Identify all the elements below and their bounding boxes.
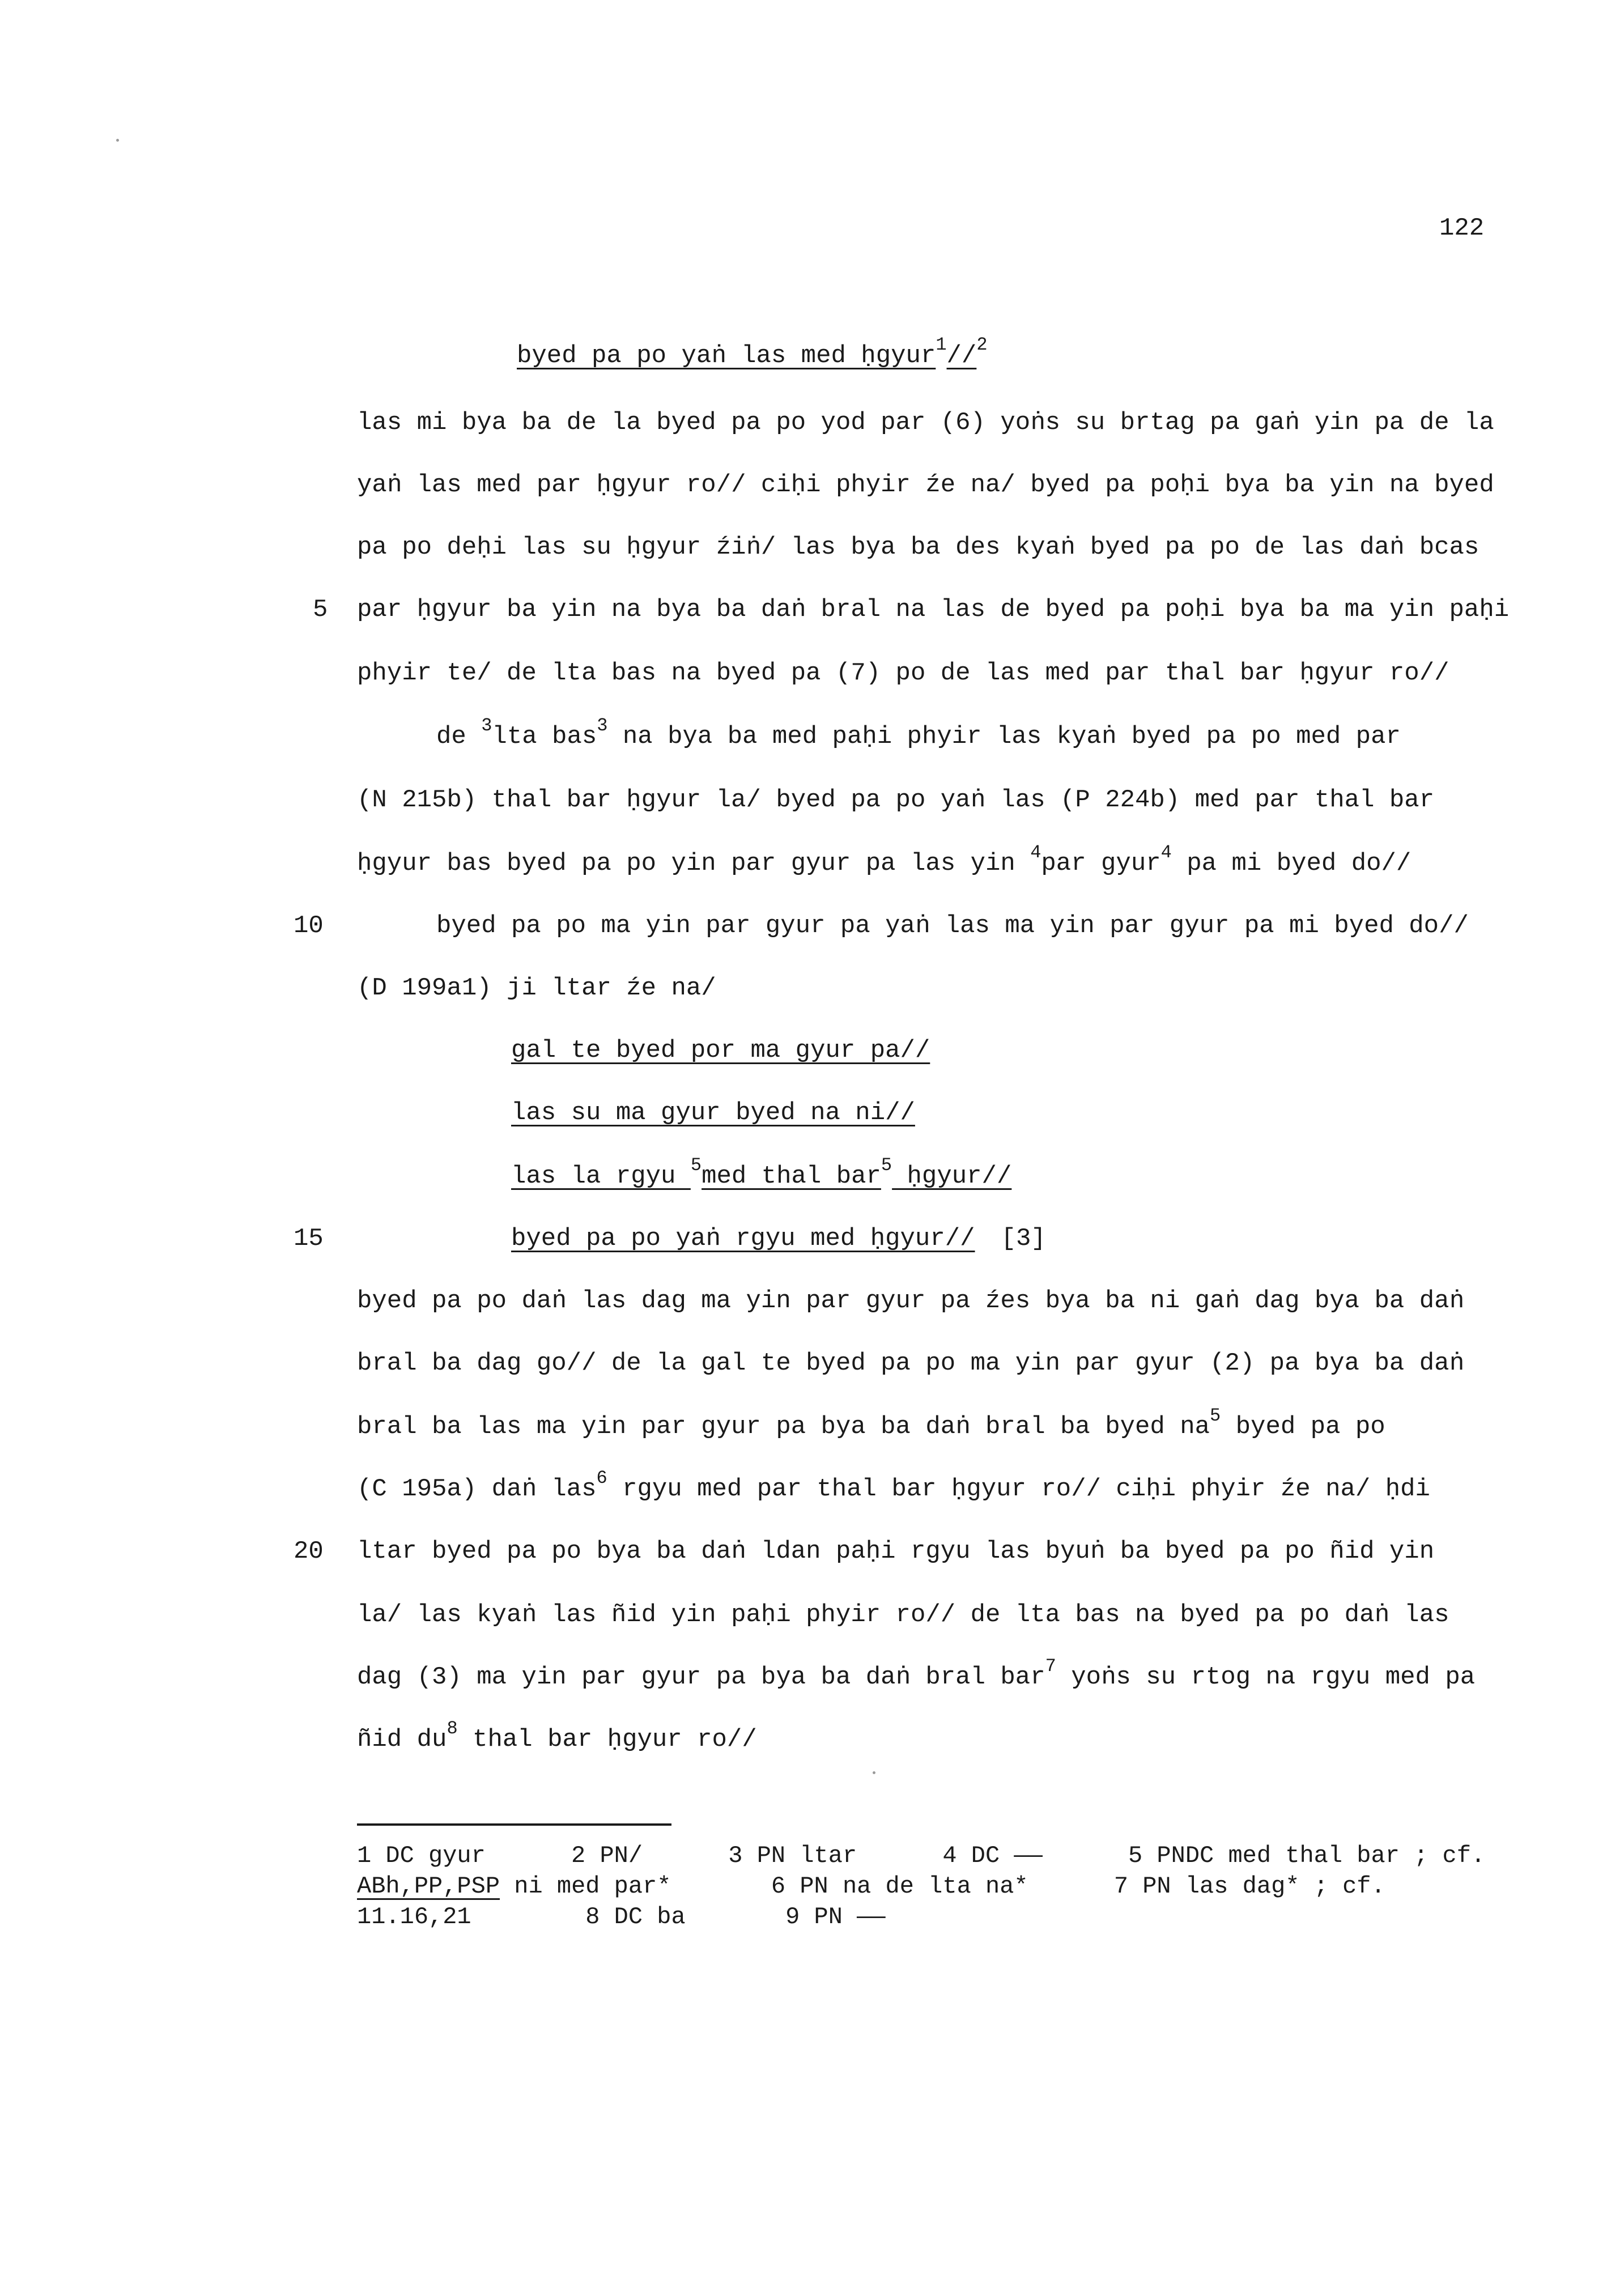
text-line-12: bral ba dag go// de la gal te byed pa po ma yin par gyur (2) pa bya ba daṅ: [357, 1349, 1464, 1377]
text-line-18: ñid $du^8$ thal bar ḥgyur ro//: [357, 1718, 757, 1754]
text-line-11: byed pa po daṅ las dag ma yin par gyur pa źes bya ba ni gaṅ dag bya ba daṅ: [357, 1287, 1464, 1315]
text-line-10: (D 199a1) ji ltar źe na/: [357, 974, 716, 1002]
text-line-5: phyir te/ de lta bas na byed pa (7) po de las med par thal bar ḥgyur ro//: [357, 659, 1449, 687]
line-number-10: 10: [294, 912, 324, 940]
text-line-16: la/ las kyaṅ las ñid yin paḥi phyir ro// de lta bas na byed pa po daṅ las: [357, 1601, 1449, 1629]
scan-speck: [116, 139, 119, 142]
text-line-7: (N 215b) thal bar ḥgyur la/ byed pa po yaṅ las (P 224b) med par thal bar: [357, 786, 1435, 814]
scan-speck: [873, 1771, 875, 1774]
text-line-15: ltar byed pa po bya ba daṅ ldan paḥi rgyu las byuṅ ba byed pa po ñid yin: [357, 1537, 1435, 1566]
text-line-14: (C 195a) daṅ las$^6$ rgyu med par thal bar ḥgyur ro// ciḥi phyir źe na/ ḥdi: [357, 1468, 1430, 1503]
footnote-row-1: 1 DC gyur 2 PN/ 3 PN ltar 4 DC —— 5 PNDC med thal bar ; cf.: [357, 1842, 1486, 1869]
text-line-2: yaṅ las med par ḥgyur ro// ciḥi phyir źe na/ byed pa poḥi bya ba yin na byed: [357, 471, 1494, 499]
text-line-13: bral ba las ma yin par gyur pa bya ba daṅ bral ba byed $na^5$ byed pa po: [357, 1405, 1385, 1441]
verse-line-4: byed pa po yaṅ rgyu med ḥgyur// [3]: [511, 1224, 1046, 1253]
verse-line-3: las la rgyu $^5$med thal bar$^5$ ḥgyur//: [511, 1155, 1012, 1190]
section-heading: byed pa po yaṅ las med ḥgyur$^1$//$^2$: [517, 334, 988, 370]
text-line-8: ḥgyur bas byed pa po yin par gyur pa las yin $^4$par gyur$^4$ pa mi byed do//: [357, 842, 1412, 878]
text-line-4: par ḥgyur ba yin na bya ba daṅ bral na las de byed pa poḥi bya ba ma yin paḥi: [357, 596, 1510, 624]
verse-line-1: gal te byed por ma gyur pa//: [511, 1036, 930, 1065]
line-number-5: 5: [313, 596, 328, 624]
text-line-6: de $^3$lta bas$^3$ na bya ba med paḥi phyir las kyaṅ byed pa po med par: [436, 715, 1401, 751]
footnote-row-2: ABh,PP,PSP ni med par* 6 PN na de lta na* 7 PN las dag* ; cf.: [357, 1873, 1385, 1900]
text-line-9: byed pa po ma yin par gyur pa yaṅ las ma yin par gyur pa mi byed do//: [436, 912, 1469, 940]
text-line-17: dag (3) ma yin par gyur pa bya ba daṅ bral bar$^7$ yoṅs su rtog na rgyu med pa: [357, 1656, 1476, 1691]
footnote-row-3: 11.16,21 8 DC ba 9 PN ——: [357, 1903, 886, 1931]
line-number-15: 15: [294, 1224, 324, 1253]
verse-reference: [3]: [1001, 1224, 1046, 1253]
text-line-3: pa po deḥi las su ḥgyur źiṅ/ las bya ba des kyaṅ byed pa po de las daṅ bcas: [357, 533, 1480, 562]
text-line-1: las mi bya ba de la byed pa po yod par (6) yoṅs su brtag pa gaṅ yin pa de la: [357, 409, 1494, 437]
verse-line-2: las su ma gyur byed na ni//: [511, 1099, 915, 1127]
footnote-rule: [357, 1823, 671, 1826]
page-number: 122: [1439, 214, 1485, 243]
line-number-20: 20: [294, 1537, 324, 1566]
